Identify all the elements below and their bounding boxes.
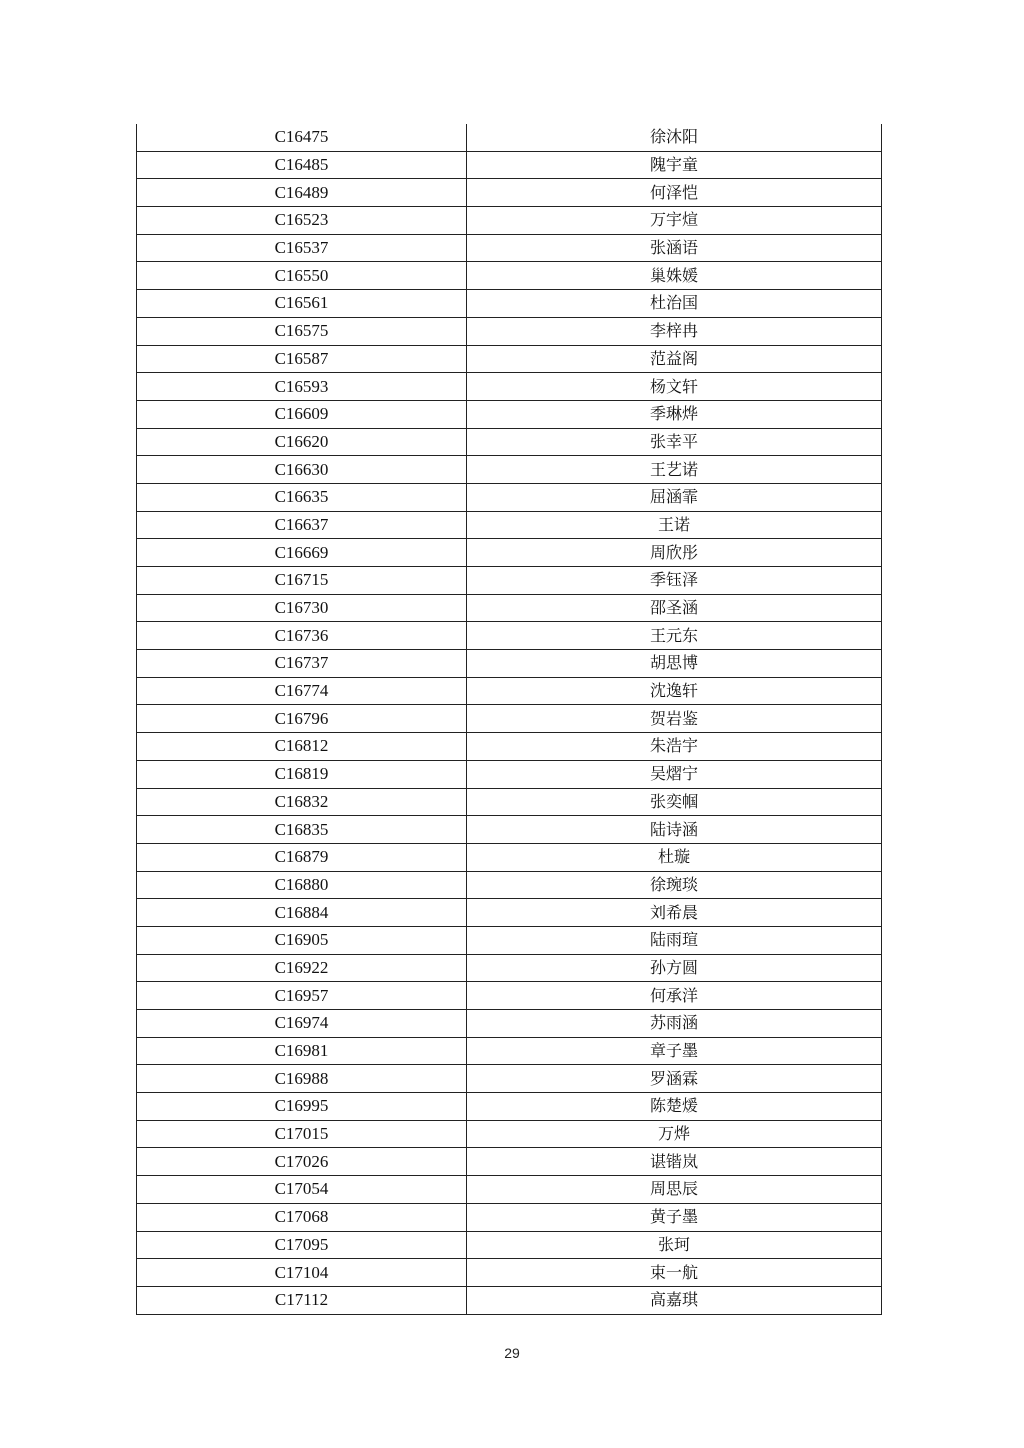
candidate-id-cell: C17054 <box>137 1176 467 1204</box>
table-row <box>137 207 882 235</box>
table-row <box>137 234 882 262</box>
candidate-name-cell: 季钰泽 <box>467 567 882 595</box>
candidate-name-cell: 朱浩宇 <box>467 733 882 761</box>
candidate-id-cell: C16730 <box>137 594 467 622</box>
table-row <box>137 594 882 622</box>
candidate-name-cell: 贺岩鉴 <box>467 705 882 733</box>
candidate-id-cell: C16832 <box>137 788 467 816</box>
candidate-id-cell: C16593 <box>137 373 467 401</box>
candidate-name-cell: 何泽恺 <box>467 179 882 207</box>
candidate-id-cell: C16637 <box>137 511 467 539</box>
table-row <box>137 843 882 871</box>
table-row <box>137 400 882 428</box>
candidate-name-cell: 张涵语 <box>467 234 882 262</box>
table-row <box>137 1037 882 1065</box>
candidate-id-cell: C16575 <box>137 317 467 345</box>
table-row <box>137 290 882 318</box>
table-row <box>137 483 882 511</box>
candidate-name-cell: 刘希晨 <box>467 899 882 927</box>
page-number: 29 <box>504 1345 520 1361</box>
table-row <box>137 1231 882 1259</box>
candidate-name-cell: 周思辰 <box>467 1176 882 1204</box>
candidate-id-cell: C17068 <box>137 1203 467 1231</box>
table-row <box>137 345 882 373</box>
table-row <box>137 622 882 650</box>
table-row <box>137 511 882 539</box>
candidate-name-cell: 范益阁 <box>467 345 882 373</box>
candidate-name-cell: 王元东 <box>467 622 882 650</box>
roster-table <box>136 124 882 1315</box>
candidate-id-cell: C16812 <box>137 733 467 761</box>
candidate-id-cell: C16884 <box>137 899 467 927</box>
table-row <box>137 1176 882 1204</box>
candidate-id-cell: C16737 <box>137 650 467 678</box>
table-row <box>137 1203 882 1231</box>
table-row <box>137 705 882 733</box>
candidate-id-cell: C16922 <box>137 954 467 982</box>
candidate-name-cell: 张珂 <box>467 1231 882 1259</box>
candidate-name-cell: 罗涵霖 <box>467 1065 882 1093</box>
table-row <box>137 1065 882 1093</box>
candidate-name-cell: 邵圣涵 <box>467 594 882 622</box>
candidate-id-cell: C16609 <box>137 400 467 428</box>
candidate-id-cell: C16489 <box>137 179 467 207</box>
candidate-id-cell: C17095 <box>137 1231 467 1259</box>
table-row <box>137 1148 882 1176</box>
candidate-name-cell: 杜治国 <box>467 290 882 318</box>
candidate-id-cell: C16981 <box>137 1037 467 1065</box>
candidate-name-cell: 徐沐阳 <box>467 124 882 151</box>
candidate-name-cell: 何承洋 <box>467 982 882 1010</box>
table-row <box>137 926 882 954</box>
candidate-name-cell: 陈楚煖 <box>467 1093 882 1121</box>
candidate-id-cell: C16561 <box>137 290 467 318</box>
candidate-id-cell: C17015 <box>137 1120 467 1148</box>
table-row <box>137 788 882 816</box>
candidate-name-cell: 巢姝媛 <box>467 262 882 290</box>
candidate-id-cell: C16988 <box>137 1065 467 1093</box>
candidate-id-cell: C16880 <box>137 871 467 899</box>
table-row <box>137 539 882 567</box>
candidate-id-cell: C16774 <box>137 677 467 705</box>
table-row <box>137 1259 882 1287</box>
candidate-name-cell: 屈涵霏 <box>467 483 882 511</box>
roster-table-body <box>137 124 882 1314</box>
table-row <box>137 899 882 927</box>
candidate-id-cell: C16736 <box>137 622 467 650</box>
candidate-name-cell: 谌锴岚 <box>467 1148 882 1176</box>
candidate-name-cell: 苏雨涵 <box>467 1010 882 1038</box>
candidate-name-cell: 周欣彤 <box>467 539 882 567</box>
table-row <box>137 1286 882 1314</box>
candidate-name-cell: 隗宇童 <box>467 151 882 179</box>
candidate-name-cell: 季琳烨 <box>467 400 882 428</box>
candidate-name-cell: 李梓冉 <box>467 317 882 345</box>
candidate-id-cell: C16835 <box>137 816 467 844</box>
table-row <box>137 733 882 761</box>
candidate-id-cell: C16537 <box>137 234 467 262</box>
table-row <box>137 262 882 290</box>
table-row <box>137 677 882 705</box>
candidate-name-cell: 杨文轩 <box>467 373 882 401</box>
candidate-id-cell: C16485 <box>137 151 467 179</box>
candidate-id-cell: C17026 <box>137 1148 467 1176</box>
candidate-id-cell: C16669 <box>137 539 467 567</box>
candidate-name-cell: 胡思博 <box>467 650 882 678</box>
table-row <box>137 373 882 401</box>
table-row <box>137 1120 882 1148</box>
candidate-name-cell: 徐琬琰 <box>467 871 882 899</box>
candidate-id-cell: C16957 <box>137 982 467 1010</box>
candidate-name-cell: 高嘉琪 <box>467 1286 882 1314</box>
candidate-name-cell: 陆雨瑄 <box>467 926 882 954</box>
candidate-id-cell: C16974 <box>137 1010 467 1038</box>
table-row <box>137 1093 882 1121</box>
candidate-name-cell: 吴熠宁 <box>467 760 882 788</box>
candidate-name-cell: 张幸平 <box>467 428 882 456</box>
candidate-name-cell: 王诺 <box>467 511 882 539</box>
table-row <box>137 179 882 207</box>
candidate-id-cell: C16523 <box>137 207 467 235</box>
candidate-name-cell: 王艺诺 <box>467 456 882 484</box>
candidate-id-cell: C16819 <box>137 760 467 788</box>
candidate-id-cell: C16879 <box>137 843 467 871</box>
table-row <box>137 982 882 1010</box>
table-row <box>137 650 882 678</box>
candidate-id-cell: C16630 <box>137 456 467 484</box>
candidate-id-cell: C16620 <box>137 428 467 456</box>
candidate-id-cell: C16995 <box>137 1093 467 1121</box>
candidate-name-cell: 张奕帼 <box>467 788 882 816</box>
candidate-name-cell: 陆诗涵 <box>467 816 882 844</box>
candidate-name-cell: 束一航 <box>467 1259 882 1287</box>
candidate-id-cell: C16796 <box>137 705 467 733</box>
candidate-id-cell: C16635 <box>137 483 467 511</box>
candidate-name-cell: 沈逸轩 <box>467 677 882 705</box>
candidate-id-cell: C17112 <box>137 1286 467 1314</box>
table-row <box>137 954 882 982</box>
candidate-id-cell: C17104 <box>137 1259 467 1287</box>
candidate-id-cell: C16905 <box>137 926 467 954</box>
candidate-name-cell: 黄子墨 <box>467 1203 882 1231</box>
candidate-id-cell: C16475 <box>137 124 467 151</box>
table-row <box>137 317 882 345</box>
table-row <box>137 1010 882 1038</box>
candidate-id-cell: C16715 <box>137 567 467 595</box>
candidate-name-cell: 万宇煊 <box>467 207 882 235</box>
table-row <box>137 428 882 456</box>
candidate-name-cell: 杜璇 <box>467 843 882 871</box>
table-row <box>137 456 882 484</box>
candidate-name-cell: 章子墨 <box>467 1037 882 1065</box>
table-row <box>137 816 882 844</box>
table-row <box>137 760 882 788</box>
table-row <box>137 567 882 595</box>
table-row <box>137 871 882 899</box>
candidate-id-cell: C16550 <box>137 262 467 290</box>
table-row <box>137 124 882 151</box>
candidate-name-cell: 孙方圆 <box>467 954 882 982</box>
candidate-id-cell: C16587 <box>137 345 467 373</box>
table-row <box>137 151 882 179</box>
candidate-name-cell: 万烨 <box>467 1120 882 1148</box>
